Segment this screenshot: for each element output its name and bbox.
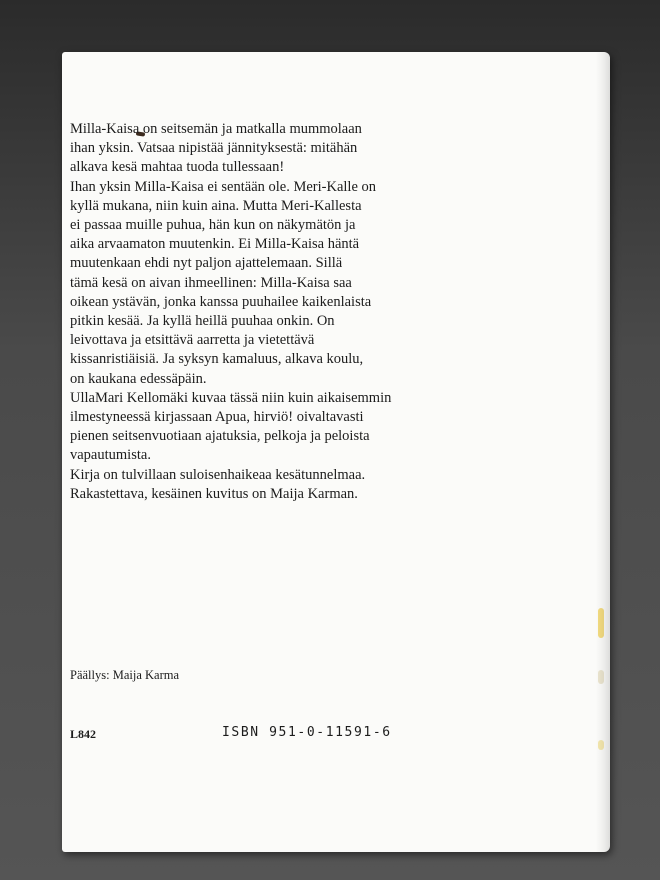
isbn: ISBN 951-0-11591-6: [222, 725, 392, 740]
blurb-line: UllaMari Kellomäki kuvaa tässä niin kuin aikaisemmin: [70, 389, 392, 406]
cover-credit: Päällys: Maija Karma: [70, 668, 179, 682]
edge-wear-mark: [598, 740, 604, 750]
blurb-line: kyllä mukana, niin kuin aina. Mutta Meri-Kallesta: [70, 197, 362, 214]
blurb-line: ihan yksin. Vatsaa nipistää jännityksestä: mitähän: [70, 140, 358, 157]
blurb-line: ei passaa muille puhua, hän kun on näkymätön ja: [70, 217, 356, 234]
blurb-line: oikean ystävän, jonka kanssa puuhailee kaikenlaista: [70, 293, 372, 310]
blurb-line: muutenkaan ehdi nyt paljon ajattelemaan. Sillä: [70, 255, 343, 272]
edge-wear-mark: [598, 608, 604, 638]
blurb-line: pitkin kesää. Ja kyllä heillä puuhaa onkin. On: [70, 313, 335, 330]
blurb-line: leivottava ja etsittävä aarretta ja vietettävä: [70, 332, 315, 349]
blurb-line: alkava kesä mahtaa tuoda tullessaan!: [70, 159, 285, 176]
blurb-line: ilmestyneessä kirjassaan Apua, hirviö! oivaltavasti: [70, 409, 364, 426]
blurb-line: tämä kesä on aivan ihmeellinen: Milla-Kaisa saa: [70, 274, 352, 291]
blurb-line: vapautumista.: [70, 447, 151, 464]
blurb-text: [70, 120, 470, 504]
blurb-line: Kirja on tulvillaan suloisenhaikeaa kesätunnelmaa.: [70, 466, 366, 483]
blurb-line: kissanristiäisiä. Ja syksyn kamaluus, alkava koulu,: [70, 351, 364, 368]
blurb-line: Rakastettava, kesäinen kuvitus on Maija Karman.: [70, 485, 358, 502]
blurb-line: Milla-Kaisa on seitsemän ja matkalla mummolaan: [70, 121, 362, 137]
edge-wear-mark: [598, 670, 604, 684]
blurb-line: Ihan yksin Milla-Kaisa ei sentään ole. Meri-Kalle on: [70, 178, 377, 195]
blurb-line: aika arvaamaton muutenkin. Ei Milla-Kaisa häntä: [70, 236, 360, 253]
blurb-line: on kaukana edessäpäin.: [70, 370, 207, 387]
catalog-code: L842: [70, 727, 97, 741]
blurb-line: pienen seitsenvuotiaan ajatuksia, pelkoja ja peloista: [70, 428, 370, 445]
